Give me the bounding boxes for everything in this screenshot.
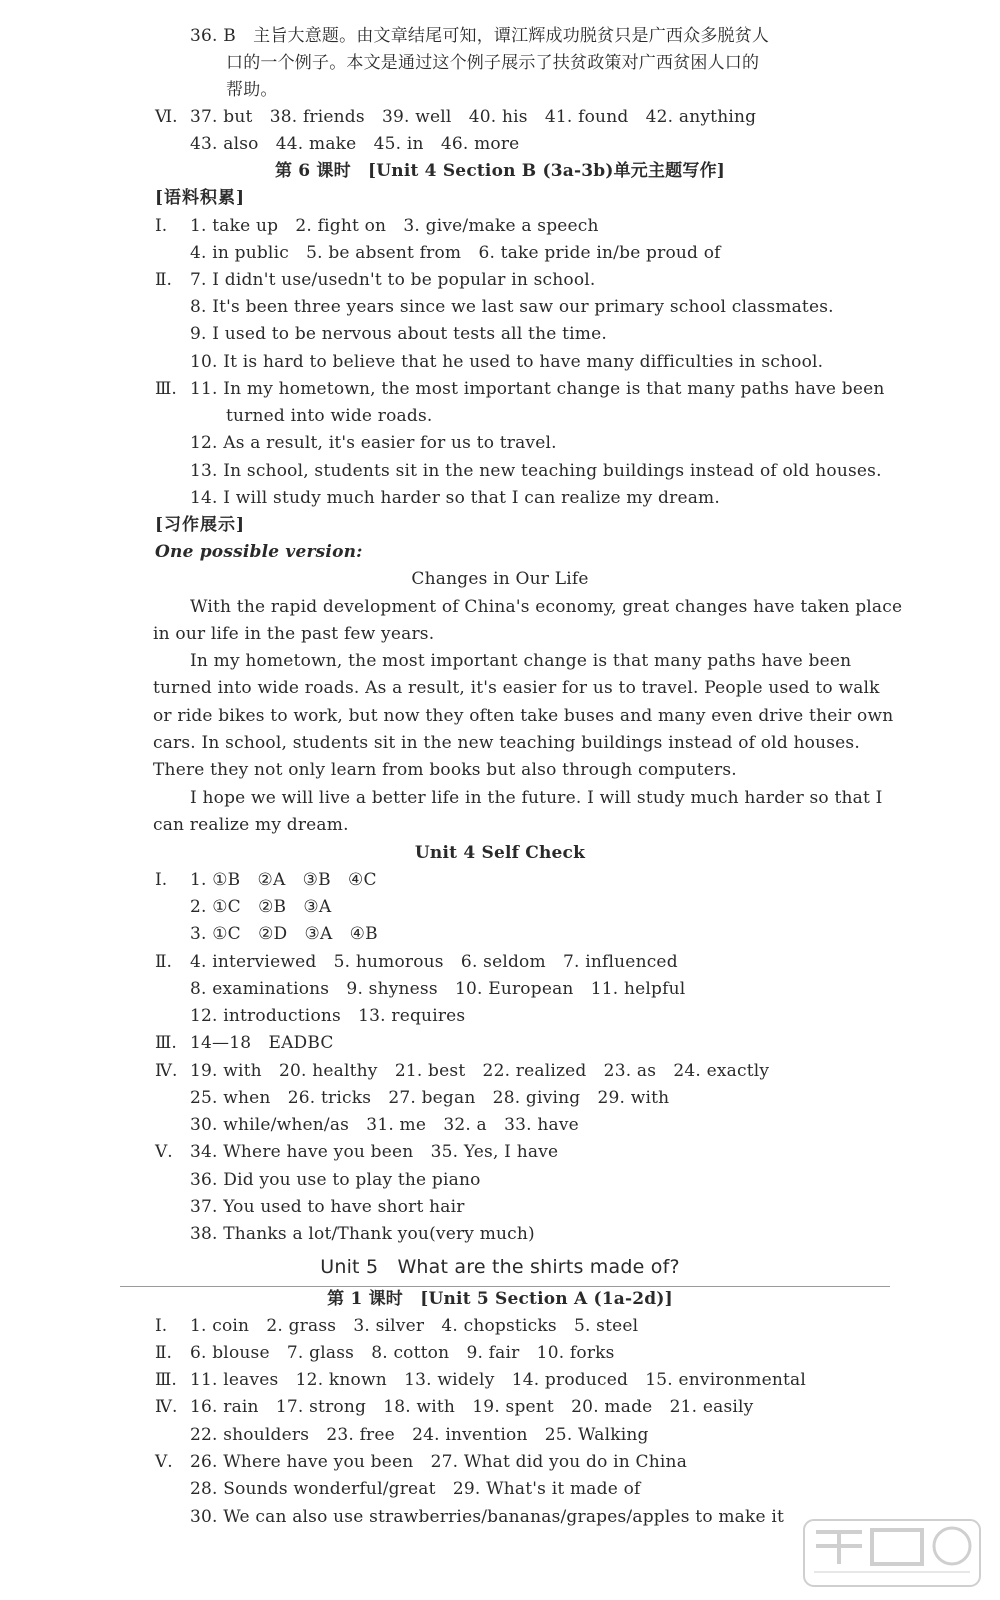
answer-line: 22. shoulders 23. free 24. invention 25. Walking [190, 1425, 649, 1445]
answer-line: 36. Did you use to play the piano [190, 1170, 481, 1190]
answer-line: 3. ①C ②D ③A ④B [190, 924, 378, 944]
answer-line: 28. Sounds wonderful/great 29. What's it made of [190, 1479, 641, 1499]
answer-line: 16. rain 17. strong 18. with 19. spent 20. made 21. easily [190, 1397, 754, 1417]
essay-line: can realize my dream. [153, 815, 349, 835]
answer-line: 帮助。 [226, 80, 278, 100]
answer-line: 1. ①B ②A ③B ④C [190, 870, 377, 890]
roman-numeral: Ⅱ. [155, 1343, 172, 1363]
section-heading: Unit 4 Self Check [414, 843, 586, 863]
answer-line: 口的一个例子。本文是通过这个例子展示了扶贫政策对广西贫困人口的 [226, 53, 760, 73]
essay-line: in our life in the past few years. [153, 624, 435, 644]
answer-line: 26. Where have you been 27. What did you do in China [190, 1452, 688, 1472]
essay-line: or ride bikes to work, but now they often take buses and many even drive their own [153, 706, 894, 726]
answer-line: turned into wide roads. [226, 406, 433, 426]
unit-title: Unit 5 What are the shirts made of? [320, 1256, 680, 1278]
essay-line: There they not only learn from books but also through computers. [153, 760, 737, 780]
answer-line: 10. It is hard to believe that he used to have many difficulties in school. [190, 352, 824, 372]
roman-numeral: Ⅲ. [155, 379, 177, 399]
essay-line: cars. In school, students sit in the new teaching buildings instead of old houses. [153, 733, 860, 753]
answer-line: 12. introductions 13. requires [190, 1006, 466, 1026]
answer-line: 4. in public 5. be absent from 6. take pride in/be proud of [190, 243, 721, 263]
answer-line: 8. It's been three years since we last saw our primary school classmates. [190, 297, 834, 317]
watermark-logo [802, 1516, 982, 1590]
lesson-heading: 第 6 课时 [Unit 4 Section B (3a-3b)单元主题写作] [274, 161, 726, 181]
essay-line: I hope we will live a better life in the future. I will study much harder so that I [190, 788, 883, 808]
answer-line: 25. when 26. tricks 27. began 28. giving 29. with [190, 1088, 670, 1108]
answer-line: 19. with 20. healthy 21. best 22. realized 23. as 24. exactly [190, 1061, 770, 1081]
answer-line: 37. You used to have short hair [190, 1197, 465, 1217]
version-label: One possible version: [155, 542, 363, 562]
roman-numeral: Ⅲ. [155, 1033, 177, 1053]
essay-line: With the rapid development of China's economy, great changes have taken place [190, 597, 903, 617]
answer-line: 1. take up 2. fight on 3. give/make a speech [190, 216, 599, 236]
answer-line: 6. blouse 7. glass 8. cotton 9. fair 10. forks [190, 1343, 615, 1363]
essay-line: In my hometown, the most important change is that many paths have been [190, 651, 852, 671]
roman-numeral: Ⅰ. [155, 870, 168, 890]
answer-line: 14—18 EADBC [190, 1033, 334, 1053]
roman-numeral: Ⅳ. [155, 1397, 178, 1417]
roman-numeral: Ⅲ. [155, 1370, 177, 1390]
answer-line: 13. In school, students sit in the new teaching buildings instead of old houses. [190, 461, 882, 481]
roman-numeral: Ⅰ. [155, 216, 168, 236]
roman-numeral: Ⅳ. [155, 1061, 178, 1081]
answer-line: 1. coin 2. grass 3. silver 4. chopsticks 5. steel [190, 1316, 639, 1336]
roman-numeral: Ⅱ. [155, 270, 172, 290]
answer-line: 38. Thanks a lot/Thank you(very much) [190, 1224, 535, 1244]
answer-line: 34. Where have you been 35. Yes, I have [190, 1142, 559, 1162]
roman-numeral: Ⅴ. [155, 1142, 173, 1162]
section-tag: [语料积累] [155, 188, 246, 208]
answer-line: 43. also 44. make 45. in 46. more [190, 134, 520, 154]
roman-numeral: Ⅰ. [155, 1316, 168, 1336]
answer-line: 30. while/when/as 31. me 32. a 33. have [190, 1115, 579, 1135]
roman-numeral: Ⅵ. [155, 107, 178, 127]
essay-line: turned into wide roads. As a result, it's easier for us to travel. People used to walk [153, 678, 880, 698]
answer-line: 2. ①C ②B ③A [190, 897, 332, 917]
section-divider [120, 1286, 890, 1287]
answer-line: 30. We can also use strawberries/bananas/grapes/apples to make it [190, 1507, 785, 1527]
answer-line: 8. examinations 9. shyness 10. European 11. helpful [190, 979, 686, 999]
answer-line: 37. but 38. friends 39. well 40. his 41. found 42. anything [190, 107, 757, 127]
answer-line: 36. B 主旨大意题。由文章结尾可知，谭江辉成功脱贫只是广西众多脱贫人 [190, 26, 770, 46]
answer-line: 4. interviewed 5. humorous 6. seldom 7. influenced [190, 952, 678, 972]
essay-title: Changes in Our Life [411, 569, 589, 589]
roman-numeral: Ⅴ. [155, 1452, 173, 1472]
answer-line: 11. leaves 12. known 13. widely 14. produced 15. environmental [190, 1370, 807, 1390]
answer-line: 7. I didn't use/usedn't to be popular in school. [190, 270, 596, 290]
lesson-heading: 第 1 课时 [Unit 5 Section A (1a-2d)] [327, 1289, 673, 1309]
answer-line: 9. I used to be nervous about tests all the time. [190, 324, 607, 344]
answer-line: 14. I will study much harder so that I can realize my dream. [190, 488, 720, 508]
answer-line: 12. As a result, it's easier for us to travel. [190, 433, 557, 453]
answer-line: 11. In my hometown, the most important change is that many paths have been [190, 379, 885, 399]
roman-numeral: Ⅱ. [155, 952, 172, 972]
section-tag: [习作展示] [155, 515, 246, 535]
